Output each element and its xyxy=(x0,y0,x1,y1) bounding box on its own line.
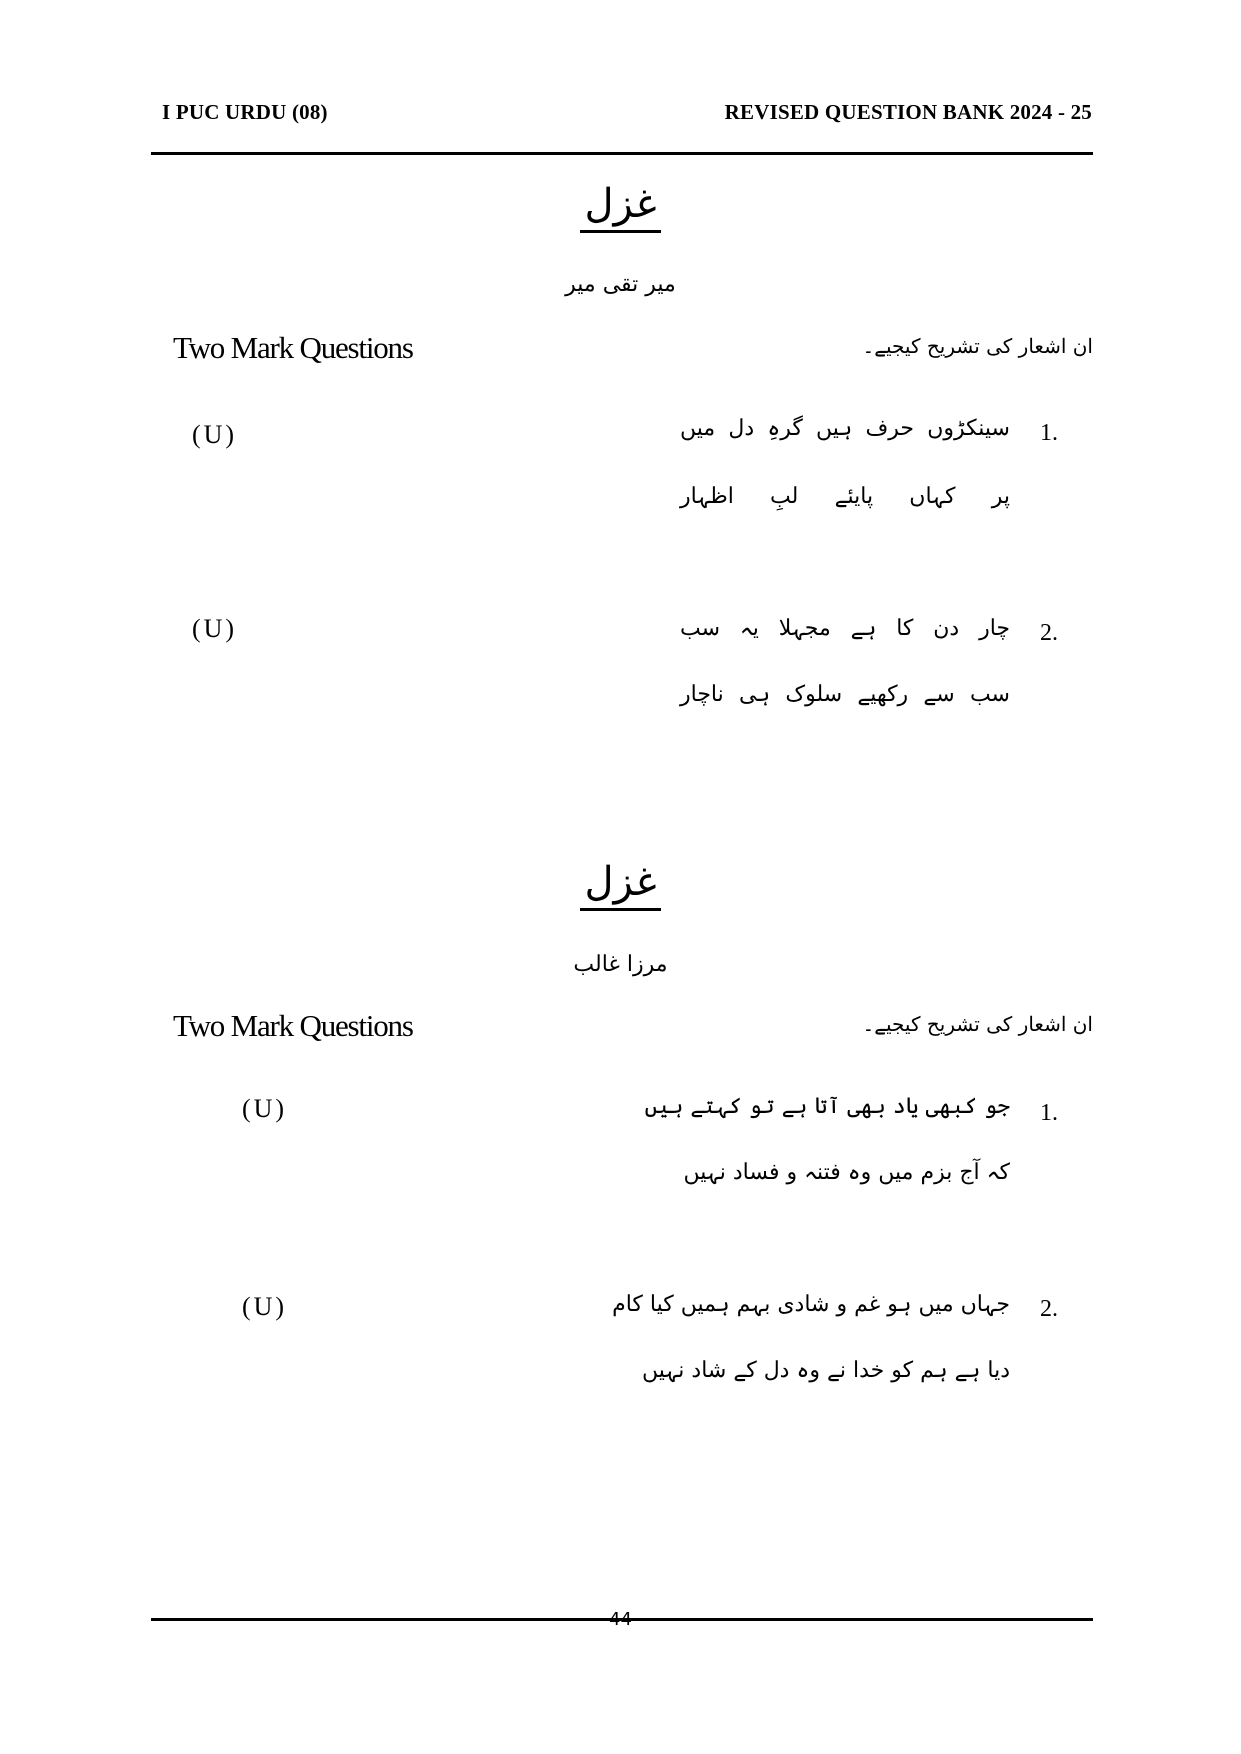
understanding-tag: (U) xyxy=(242,1292,288,1321)
header-course-title: I PUC URDU (08) xyxy=(162,100,328,124)
section-title: غزل xyxy=(580,182,660,233)
two-mark-questions-label: Two Mark Questions xyxy=(173,330,413,365)
verse-line-2: کہ آج بزم میں وہ فتنہ و فساد نہیں xyxy=(683,1160,1010,1185)
header-divider xyxy=(151,152,1093,155)
question-number: 2. xyxy=(1040,620,1058,646)
verse-line-1: جہاں میں ہو غم و شادی بہم ہمیں کیا کام xyxy=(612,1292,1010,1317)
verse-line-2: دیا ہے ہم کو خدا نے وہ دل کے شاد نہیں xyxy=(642,1358,1010,1383)
two-mark-questions-label: Two Mark Questions xyxy=(173,1008,413,1043)
understanding-tag: (U) xyxy=(192,420,238,449)
understanding-tag: (U) xyxy=(242,1094,288,1123)
question-number: 2. xyxy=(1040,1296,1058,1322)
section-title: غزل xyxy=(580,860,660,911)
poet-name: مرزا غالب xyxy=(573,952,668,977)
instruction-text: ان اشعار کی تشریح کیجیے۔ xyxy=(862,334,1093,358)
verse-line-2: پر کہاں پایئے لبِ اظہار xyxy=(680,484,1010,509)
question-number: 1. xyxy=(1040,420,1058,446)
understanding-tag: (U) xyxy=(192,614,238,643)
verse-line-1: سینکڑوں حرف ہیں گرہِ دل میں xyxy=(680,416,1010,441)
instruction-text: ان اشعار کی تشریح کیجیے۔ xyxy=(862,1012,1093,1036)
verse-line-2: سب سے رکھیے سلوک ہی ناچار xyxy=(680,682,1010,707)
question-number: 1. xyxy=(1040,1100,1058,1126)
verse-line-1: چار دن کا ہے مجہلا یہ سب xyxy=(680,616,1010,641)
poet-name: میر تقی میر xyxy=(565,272,676,297)
header-bank-title: REVISED QUESTION BANK 2024 - 25 xyxy=(724,100,1092,124)
page-number: 44 xyxy=(609,1609,632,1630)
verse-line-1: جو کبھی یاد بھی آتا ہے تو کہتے ہیں xyxy=(644,1094,1010,1119)
